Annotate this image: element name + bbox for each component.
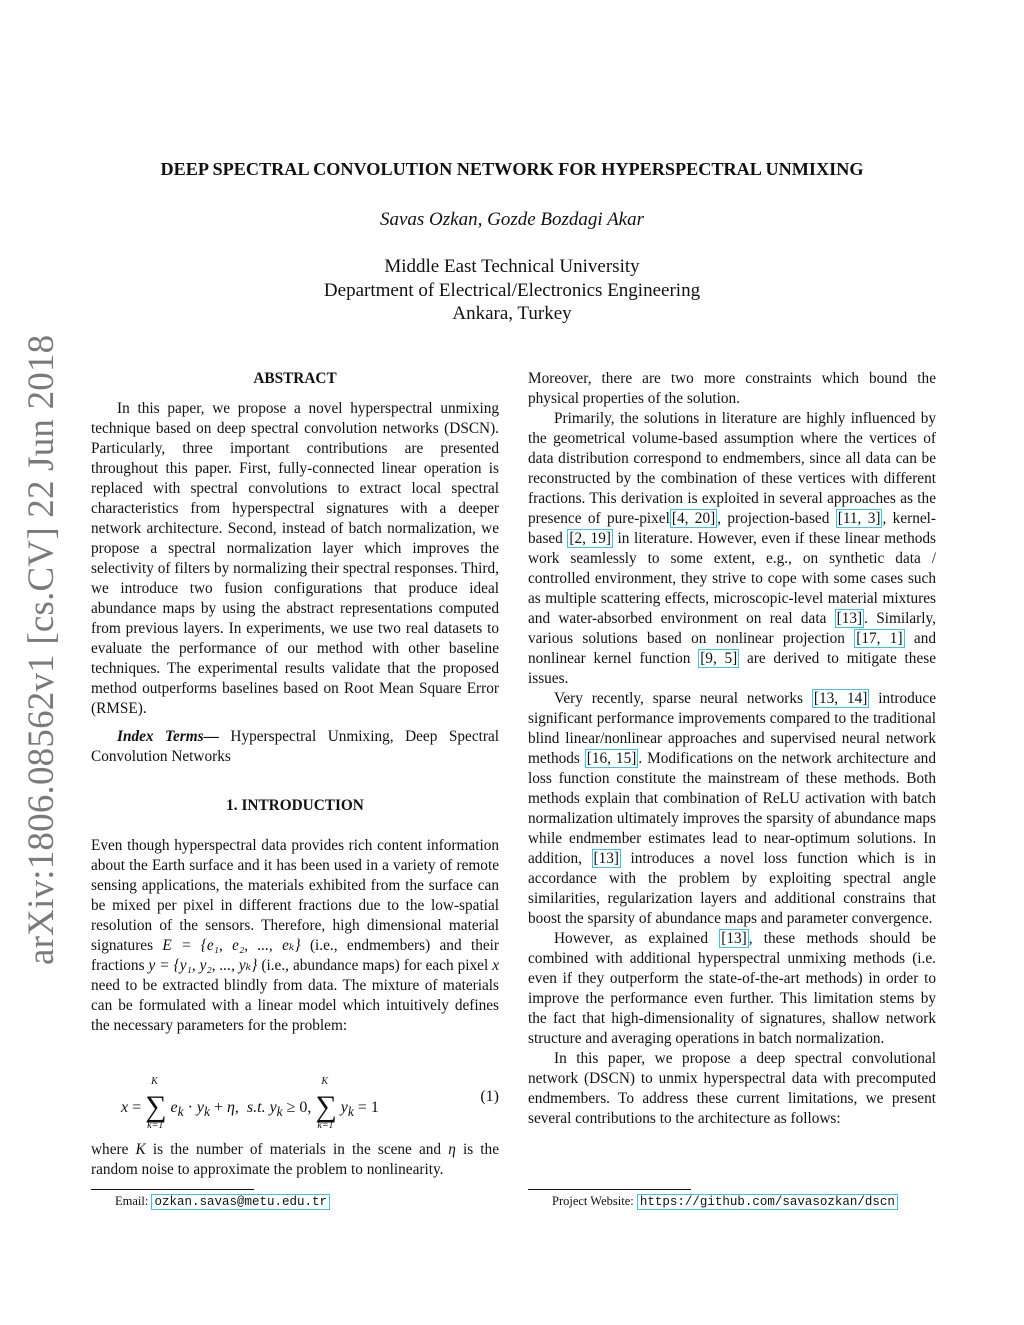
intro-text: where [91, 1141, 136, 1158]
abstract-text: In this paper, we propose a novel hyperspectral unmixing technique based on deep spectral convolution networks (DSCN). Particularly, three important contributions are presented throughout this paper. First, fully-connected linear operation is replaced with spectral convolutions to extract local spectral characteristics from hyperspectral signatures with a deeper network architecture. Second, instead of batch normalization, we propose a spectral normalization layer which improves the selectivity of filters by normalizing their spectral responses. Third, we introduce two fusion configurations that produce ideal abundance maps by using the abstract representations computed from previous layers. In experiments, we use two real datasets to evaluate the performance of our method with other baseline techniques. The experimental results validate that the proposed method outperforms baselines based on Root Mean Square Error (RMSE). [91, 400, 499, 717]
intro-paragraph [91, 836, 499, 1036]
introduction-section [91, 796, 499, 1036]
citation-link[interactable]: [11, 3] [837, 510, 881, 527]
body-paragraph [528, 409, 936, 689]
index-terms-text: Hyperspectral Unmixing, Deep Spectral Convolution Networks [91, 728, 499, 765]
citation-link[interactable]: [4, 20] [671, 510, 716, 527]
body-text: . Similarly, various solutions based on nonlinear projection [528, 610, 936, 647]
affiliation [0, 255, 1024, 326]
intro-text: need to be extracted blindly from data. The mixture of materials can be formulated with a linear model which intuitively defines the necessary parameters for the problem: [91, 977, 499, 1034]
arxiv-side-stamp: arXiv:1806.08562v1 [cs.CV] 22 Jun 2018 [21, 334, 62, 965]
citation-link[interactable]: [9, 5] [700, 650, 738, 667]
citation-link[interactable]: [13] [593, 850, 619, 867]
index-terms-label: Index Terms— [117, 728, 219, 745]
body-text: However, as explained [554, 930, 720, 947]
affiliation-line: Department of Electrical/Electronics Engineering [323, 279, 701, 301]
body-paragraph: In this paper, we propose a deep spectral convolutional network (DSCN) to unmix hyperspectral data with precomputed endmembers. To address these current limitations, we present several contributions to the architecture as follows: [528, 1050, 936, 1127]
affiliation-line: Ankara, Turkey [452, 303, 572, 324]
sum-symbol: ∑ [315, 1090, 337, 1123]
body-paragraph [528, 689, 936, 929]
body-text: are derived to mitigate these issues. [528, 650, 936, 687]
intro-text: is the number of materials in the scene and [145, 1141, 449, 1158]
footnote-label: Email: [115, 1194, 152, 1208]
citation-link[interactable]: [13] [721, 930, 747, 947]
index-terms [91, 727, 499, 767]
equation-body: x = ∑ K k=1 $e_k \cdot y_k + \eta$, s.t. $y_k \ge 0$, ∑ K k=1 $y_k = 1$ [121, 1076, 379, 1131]
intro-text: is the random noise to approximate the problem to nonlinearity. [91, 1141, 499, 1178]
abstract-section [91, 369, 499, 767]
project-link[interactable]: https://github.com/savasozkan/dscn [637, 1194, 898, 1210]
math-x: x [492, 957, 499, 974]
intro-text: (i.e., endmembers) and their fractions [91, 937, 499, 974]
math-K: K [135, 1141, 146, 1158]
intro-paragraph [91, 1140, 499, 1180]
footnote-project [552, 1194, 898, 1209]
math-y: y = {y₁, y₂, ..., yₖ} [148, 957, 258, 974]
right-column [528, 369, 936, 1129]
citation-link[interactable]: [2, 19] [569, 530, 611, 547]
affiliation-line: Middle East Technical University [384, 256, 640, 277]
intro-text: (i.e., abundance maps) for each pixel [257, 957, 493, 974]
citation-link[interactable]: [13] [836, 610, 863, 627]
citation-link[interactable]: [16, 15] [586, 750, 637, 767]
sum-symbol: ∑ [145, 1090, 167, 1123]
intro-continued [91, 1140, 499, 1180]
body-text: introduces a novel loss function which is in accordance with the problem by exploiting spectral angle similarities, regularization layers and additional constrains that boost the sparsity of abundance maps and parameter convergence. [528, 850, 936, 927]
footnote-label: Project Website: [552, 1194, 637, 1208]
citation-link[interactable]: [17, 1] [856, 630, 903, 647]
body-paragraph [528, 929, 936, 1049]
body-text: introduce significant performance improvements compared to the traditional blind linear/nonlinear approaches and supervised neural network methods [528, 690, 936, 767]
body-text: and nonlinear kernel function [528, 630, 936, 667]
paper-authors: Savas Ozkan, Gozde Bozdagi Akar [379, 209, 645, 230]
footnote-rule [91, 1189, 254, 1190]
body-text: Primarily, the solutions in literature are highly influenced by the geometrical volume-based assumption where the vertices of data distribution correspond to endmembers, since all data can be reconstructed by the combination of these vertices with different fractions. This derivation is exploited in several approaches as the presence of pure-pixel [528, 410, 936, 527]
body-text: , these methods should be combined with additional hyperspectral unmixing methods (i.e. even if they outperform the state-of-the-art methods) in order to improve the performance even further. This limitation stems by the fact that high-dimensionality of signatures, shallow network structure and averaging operations in batch normalization. [528, 930, 937, 1047]
body-text: in literature. However, even if these linear methods work seamlessly to some extent, e.g., on synthetic data / controlled environment, they strive to cope with some cases such as multiple scattering effects, microscopic-level material mixtures and water-absorbed environment on real data [528, 530, 936, 627]
abstract-heading: ABSTRACT [253, 370, 337, 387]
body-text: , projection-based [717, 510, 836, 527]
body-text: . Modifications on the network architecture and loss function constitute the mainstream of these methods. Both methods explain that combination of ReLU activation with batch normalization ultimately improves the sparsity of abundance maps while endmember estimates lead to near-optimum solutions. In addition, [528, 750, 936, 867]
math-eta: η [448, 1141, 456, 1158]
paper-title: DEEP SPECTRAL CONVOLUTION NETWORK FOR HYPERSPECTRAL UNMIXING [160, 159, 864, 179]
body-text: , kernel-based [528, 510, 936, 547]
citation-link[interactable]: [13, 14] [813, 690, 868, 707]
footnote-rule [528, 1189, 691, 1190]
body-paragraph: Moreover, there are two more constraints which bound the physical properties of the solution. [528, 370, 936, 407]
body-text: Very recently, sparse neural networks [554, 690, 812, 707]
equation-1 [91, 1072, 499, 1131]
equation-number: (1) [480, 1088, 499, 1105]
email-link[interactable]: ozkan.savas@metu.edu.tr [151, 1194, 330, 1210]
introduction-heading: 1. INTRODUCTION [226, 797, 364, 814]
footnote-email [115, 1194, 330, 1209]
math-E: E = {e₁, e₂, ..., eₖ} [162, 937, 301, 954]
intro-text: Even though hyperspectral data provides rich content information about the Earth surface and it has been used in a variety of remote sensing applications, the materials exhibited from the surface can be mixed per pixel in different fractions due to the low-spatial resolution of the sensors. Therefore, high dimensional material signatures [91, 837, 499, 954]
